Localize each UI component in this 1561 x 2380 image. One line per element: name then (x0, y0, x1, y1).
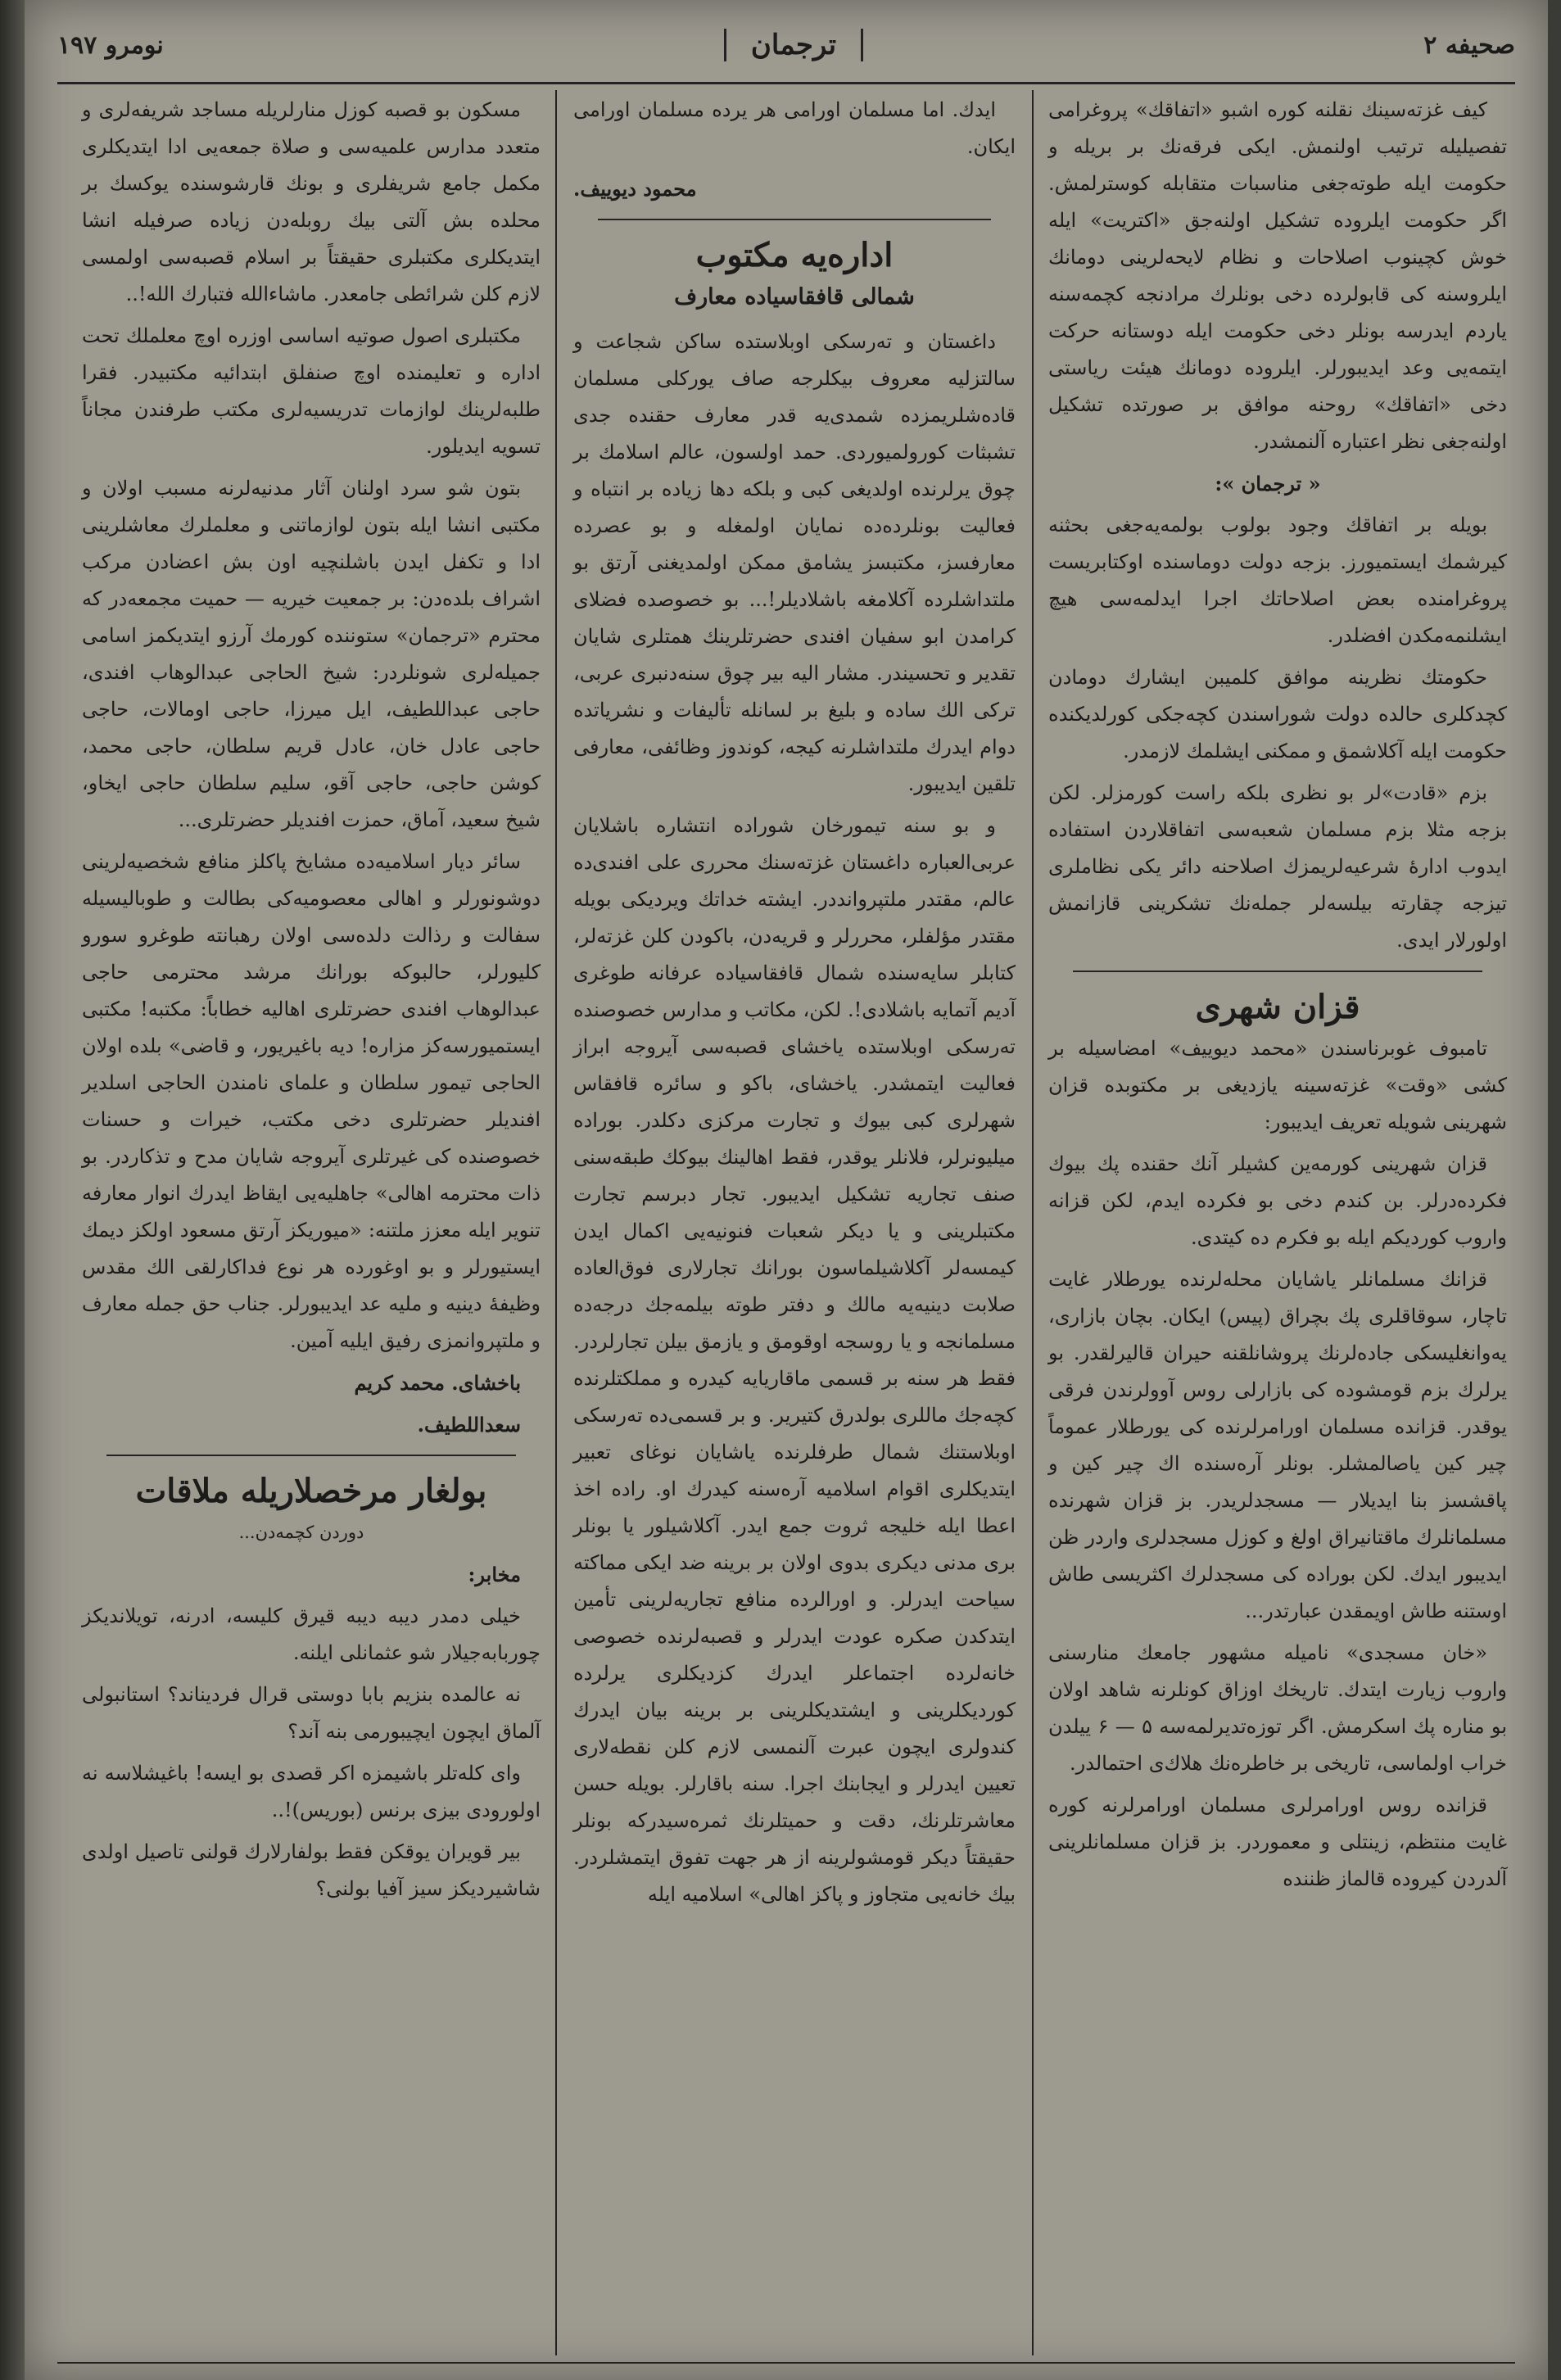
article-heading-letter: اداره‌يه مكتوب (695, 236, 894, 274)
page-header (57, 16, 1515, 74)
editor-note-label: « ترجمان »: (1215, 472, 1321, 495)
article-subheading: شمالى قافقاسياده معارف (674, 284, 915, 310)
article-paragraph: قزان شهرينى كورمه‌ين كشيلر آنك حقنده پك بيوك فكرده‌درلر. بن كندم دخى بو فكرده ايدم، لكن قزانه واروب كورديكم ايله بو فكرم ده كيتدى. (1048, 1152, 1507, 1249)
section-divider (106, 1455, 516, 1456)
article-paragraph: بزم «قادت»لر بو نظرى بلكه راست كورمزلر. لكن بزجه مثلا بزم مسلمان شعبه‌سى اتفاقلاردن استفاده ايدوب ادارهٔ شرعيه‌لريمزك اصلاحنه دائر يكى نظاملرى تيزجه چقارته بيلسه‌لر جمله‌نك تشكرينى قازانمش اولورلار ايدى. (1048, 781, 1507, 952)
column-separator (1032, 90, 1034, 2355)
article-paragraph: ايدك. اما مسلمان اورامى هر يرده مسلمان اورامى ايكان. (573, 98, 1016, 158)
section-divider (598, 219, 991, 220)
page-number: صحيفه ۲ (1423, 30, 1515, 60)
header-rule (57, 82, 1515, 84)
article-paragraph: حكومتك نظرينه موافق كلميبن ايشارك دومادن كچدكلرى حالده دولت شوراسندن كچه‌جكى كورلديكنده حكومت ايله آكلاشمق و ممكنى ايشلمك لازمدر. (1048, 666, 1507, 762)
section-divider (1073, 971, 1482, 972)
article-paragraph: كيف غزته‌سينك نقلنه كوره اشبو «اتفاقك» پروغرامى تفصيليله ترتيب اولنمش. ايكى فرقه‌نك بر بريله و حكومت ايله طوته‌جغى مناسبات متقابله كوسترلمش. اگر حكومت ايلروده تشكيل اولنه‌جق «اكتريت» ايله خوش كچينوب اصلاحات و نظام لايحه‌لرينى دومانك ايلروسنه كى قابولرده دخى بونلرك مراد‌نجه كچمه‌سنه ياردم ايدرسه بونلر دخى حكومت ايله دوستانه حركت ايتمه‌يى وعد ايديبورلر. ايلروده دومانك هيئت رياستى دخى «اتفاقك» روحنه موافق بر صورتده تشكيل اولنه‌جغى نظر اعتباره آلنمشدر. (1048, 98, 1507, 453)
poem-stanza: بير قويران يوقكن فقط بولفارلارك قولنى تاصيل اولدى شاشيرديكز سيز آفيا بولنى؟ (82, 1840, 541, 1900)
article-paragraph: مسكون بو قصبه كوزل منارلريله مساجد شريفه‌لرى و متعدد مدارس علميه‌سى و صلاة جمعه‌يى ادا ايتديكلرى مكمل جامع شريفلرى و بونك قارشوسنده يوكسك بر محلده بش آلتى بيك روبله‌دن زياده صرفيله انشا ايتديكلرى مكتبلرى حقيقتاً بر اسلام قصبه‌سى اولمسى لازم كلن شرائطى جامعدر. ماشاءالله فتبارك الله!.. (82, 98, 541, 305)
author-signature: باخشاى. محمد كريم (354, 1371, 521, 1395)
article-paragraph: سائر ديار اسلاميه‌ده مشايخ پاكلز منافع شخصيه‌لرينى دوشونورلر و اهالى معصوميه‌كى بطالت و طوباليسيله سفالت و رذالت دلده‌سى اولان رهبانته طوغرو سورو كليورلر، حالبوكه بورانك مرشد محترمى حاجى عبدالوهاب افندى حضرتلرى اهاليه خطاباً: مكتبه! مكتبى ايستميورسه‌كز مزاره! ديه باغيريور، و قاضى» بلده اولان الحاجى تيمور سلطان و علماى نامندن الحاجى اسلدير افنديلر حضرتلرى دخى مكتب، خيرات و حسنات خصوصنده كى غيرتلرى آيروجه شايان مدح و تذكاردر. بو ذات محترمه اهالى» جاهليه‌يى ايقاظ ايدرك انوار معارفه تنوير ايله معزز ملتنه: «ميوريكز آرتق مسعود اولكز ديمك ايستيورلر و بو اوغورده هر نوع فداكارلقى الك مقدس وظيفهٔ دينيه و مليه عد ايديبورلر. جناب حق جمله معارف و ملتپروانمزى رفيق ايليه آمين. (82, 850, 541, 1352)
article-paragraph: «خان مسجدى» ناميله مشهور جامعك منارسنى واروب زيارت ايتدك. تاريخك اوزاق كونلرنه شاهد اولان بو مناره پك اسكرمش. اگر توزه‌تديرلمه‌سه ۵ — ۶ ييلدن خراب اولماسى، تاريخى بر خاطره‌نك هلاك‌ى احتمالدر. (1048, 1641, 1508, 1775)
article-paragraph: بتون شو سرد اولنان آثار مدنيه‌لرنه مسبب اولان و مكتبى انشا ايله بتون لوازماتنى و معلملرك معاشلرينى ادا و تكفل ايدن باشلنچيه اون بش اعضادن مركب اشراف بلده‌دن: بر جمعيت خيريه — حميت مجمعه‌در كه محترم «ترجمان» ستوننده كورمك آرزو ايتديكمز اسامى جميله‌لرى شونلردر: شيخ الحاجى عبدالوهاب افندى، حاجى عبداللطيف، ايل ميرزا، حاجى اومالات، حاجى حاجى عادل خان، عادل قريم سلطان، حاجى محمد، كوشن حاجى، حاجى آقو، سليم سلطان حاجى ايخاو، شيخ سعيد، آماق، حمزت افنديلر حضرتلرى... (82, 477, 541, 831)
article-paragraph: و بو سنه تيمورخان شوراده انتشاره باشلايان عربى‌العباره داغستان غزته‌سنك محررى على افندى‌ده عالم، مقتدر ملتپروانددر. ايشته خداتك ويرديكى بويله مقتدر مؤلفلر، محررلر و قريه‌دن، باكودن كلن غزته‌لر، كتابلر سايه‌سنده شمال قافقاسياده عرفانه طوغرى آديم آتمايه باشلادى!. لكن، مكاتب و مدارس خصوصنده ته‌رسكى اوبلاستده ياخشاى قصبه‌سى آيروجه ابراز فعاليت ايتمشدر. ياخشاى، باكو و سائره قافقاس شهرلرى كبى بيوك و تجارت مركزى دكلدر. بوراده ميليونرلر، فلانلر يوقدر، فقط اهالينك بيوكك طبقه‌سنى صنف تجاريه تشكيل ايديبور. تجار دبرسم تجارت مكتبلرينى و يا ديكر شعبات فنونيه‌يى اكمال ايدن كيمسه‌لر آكلاشيلماسون بورانك تجارلارى فوق‌العاده صلابت دينيه‌يه مالك و دفتر طوته بيلمه‌جك درجه‌ده مسلمانجه و يا روسجه اوقومق و يازمق بيلن تجارلردر. فقط هر سنه بر قسمى ماقاريايه كيدره و مملكتلرنده كچه‌جك ماللرى بولدرق كتيرير. و بر قسمى‌ده ته‌رسكى اوبلاستنك شمال طرفلرنده ياشايان نوغاى تعبير ايتديكلرى اقوام اسلاميه آره‌سنه كيدرك او. راده اخذ اعطا ايله خليجه ثروت جمع ايدر. آكلاشيلور يا بونلر برى مدنى ديكرى بدوى اولان بر برينه ضد ايكى مماكته سياحت ايدرلر. و اورالرده منافع تجاريه‌لرينى تأمين ايتدكدن صكره عودت ايدرلر و قصبه‌لرنده خصوصى خانه‌لرده اجتماعلر ايدرك كزديكلرى يرلرده كورديكلرينى و ايشتديكلرينى بر برينه بيان ايدرك كندولرى ايچون عبرت آلنمسى لازم كلن نقطه‌لارى تعيين ايدرلر و ايجابنك اجرا. سنه باقارلر. بويله حسن معاشرتلرنك، دقت و حميتلرنك ثمره‌سيدركه بونلر حقيقتاً ديكر قومشولرينه از هر جهت تفوق ايتمشلردر. بيك خانه‌يى متجاوز و پاكز اهالى» اسلاميه ايله (573, 814, 1016, 1906)
article-heading-kazan: قزان شهرى (1195, 988, 1360, 1026)
column-right (1040, 92, 1515, 2355)
article-epigraph: دوردن كچمه‌دن... (238, 1523, 364, 1542)
article-paragraph: مكتبلرى اصول صوتيه اساسى اوزره اوچ معلملك تحت اداره و تعليمنده اوچ صنفلق ابتدائيه مكتبيدر. فقرا طلبه‌لرينك لوازمات تدريسيه‌لرى مكتب طرفندن مجاناً تسويه ايديلور. (82, 324, 541, 458)
poem-stanza: واى كله‌تلر باشيمزه اكر قصدى بو ايسه! باغيشلاسه نه اولورودى بيزى برنس (بوريس)!.. (82, 1762, 541, 1821)
article-paragraph: تامبوف غوبرناسندن «محمد ديوييف» امضاسيله بر كشى «وقت» غزته‌سينه يازديغى بر مكتوبده قزان شهرينى شويله تعريف ايديبور: (1048, 1037, 1507, 1133)
article-paragraph: داغستان و ته‌رسكى اوبلاستده ساكن شجاعت و سالتزليه معروف بيكلرجه صاف يوركلى مسلمان قاده‌شلريمزده شمدى‌يه قدر معارف حقنده جدى تشبثات كورولميوردى. حمد اولسون، عالم اسلامك بر چوق يرلرنده اولديغى كبى و بلكه دها زياده بر انتباه و فعاليت بونلرده‌ده نمايان اولمغله و بو عصرده معارفسز، مكتبسز يشامق ممكن اولمديغنى آرتق بو ملتداشلرده آكلامغه باشلاديلر!... بو خصوصده فضلاى كرامدن ابو سفيان افندى حضرتلرينك همتلرى شايان تقدير و تحسيندر. مشار اليه بير چوق سنه‌دنبرى عربى، تركى الك ساده و بليغ بر لسانله تأليفات و نشرياتده دوام ايدرك ملتداشلرنه كيجه، كوندوز وظائفى، معارفى تلقين ايديبور. (573, 330, 1016, 795)
article-paragraph: قزانده روس اورامرلرى مسلمان اورامرلرنه كوره غايت منتظم، زينتلى و معموردر. بز قزان مسلمانلرينى آلدردن كيروده قالماز ظننده (1048, 1794, 1507, 1890)
newspaper-page (25, 0, 1548, 2380)
footer-rule (57, 2362, 1515, 2364)
issue-number: نومرو ۱۹۷ (57, 30, 164, 60)
column-separator (555, 90, 557, 2355)
poem-stanza: نه عالمده بنزيم بابا دوستى قرال فرديناند؟ استانبولى آلماق ايچون ايچيبورمى بنه آند؟ (82, 1683, 541, 1743)
article-heading-bulgarian: بولغار مرخصلاريله ملاقات (135, 1472, 487, 1510)
article-paragraph: قزانك مسلمانلر ياشايان محله‌لرنده يورطلار غايت تاچار، سوقاقلرى پك بچراق (پيس) ايكان. بچان بازارى، يه‌وانغليسكى جاده‌لرنك پروشانلقنه حيران قاليرلقدر. بو يرلرك بزم قومشوده كى بازارلى روس آوولرندن فرقى يوقدر. قزانده مسلمان اورامرلرنده كى يورطلار عموماً چير كين ياصالمشلر. بونلر آره‌سنده اك چير كين و پاقشسز بنا ايديلار — مسجدلريدر. بز قزان شهرنده مسلمانلرك ماقتانيراق اولغ و كوزل مسجدلرى واردر ظن ايديبور ايدك. لكن بوراده كى مسجدلرك اكثريسى طاش اوستنه طاش اويمقدن عبارتدر... (1048, 1268, 1507, 1622)
column-middle (565, 92, 1024, 2355)
article-paragraph: بويله بر اتفاقك وجود بولوب بولمه‌يه‌جغى بحثنه كيرشمك ايستميورز. بزجه دولت دوماسنده اوكتابريست پروغرامنده بعض اصلاحاتك اجرا ايدلمه‌سى هيچ ايشلنمه‌مكدن افضلدر. (1048, 514, 1507, 647)
author-signature: سعداللطيف. (417, 1413, 521, 1437)
correspondent-label: مخابر: (468, 1563, 521, 1586)
poem-stanza: خيلى دمدر ديبه ديبه قيرق كليسه، ادرنه، تويلانديكز چوربابه‌جيلار شو عثمانلى ايلنه. (82, 1604, 541, 1664)
author-signature: محمود ديوييف. (573, 177, 697, 201)
masthead-title: ترجمان (724, 29, 863, 61)
binding-edge (0, 0, 25, 2380)
column-left (74, 92, 549, 2355)
